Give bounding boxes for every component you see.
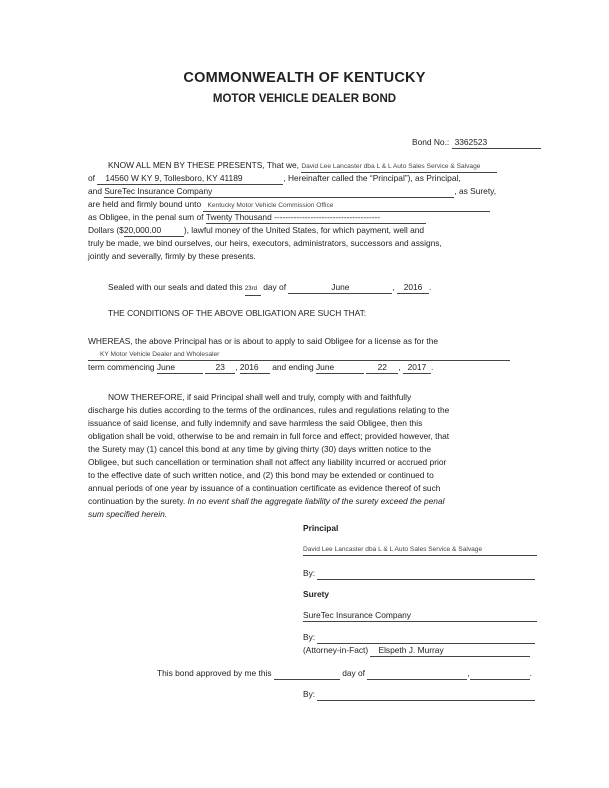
para1-line7: truly be made, we bind ourselves, our heirs, executors, administrators, successors and assigns,	[88, 238, 442, 248]
term-commencing-text: term commencing	[88, 362, 155, 372]
lawful-money-text: ), lawful money of the United States, for which payment, well and	[183, 225, 425, 235]
sealed-month-field: June	[288, 282, 392, 294]
license-type-field: KY Motor Vehicle Dealer and Wholesaler	[88, 349, 510, 361]
sealed-text: Sealed with our seals and dated this	[108, 282, 243, 292]
continuation-text: continuation by the surety.	[88, 496, 186, 506]
now-therefore-line7: to the effective date of such written notice, and (2) this bond may be extended or continued to	[88, 470, 434, 480]
now-therefore-line9	[88, 496, 445, 507]
principal-signature-line	[303, 543, 537, 556]
dollars-text: Dollars ($	[88, 225, 124, 235]
approval-by-line	[303, 689, 535, 701]
sealed-day-field: 23rd	[245, 284, 261, 296]
principal-address-field: 14560 W KY 9, Tollesboro, KY 41189	[97, 173, 283, 185]
obligee-field: Kentucky Motor Vehicle Commission Office	[203, 200, 490, 212]
day-of-text: day of	[263, 282, 287, 292]
para1-intro: KNOW ALL MEN BY THESE PRESENTS, That we,	[108, 160, 299, 170]
now-therefore-line5: the Surety may (1) cancel this bond at any time by giving thirty (30) days written notice to the	[88, 444, 432, 454]
surety-signature-name: SureTec Insurance Company	[303, 610, 537, 622]
approval-year-field[interactable]	[470, 668, 530, 680]
of-text: of	[88, 173, 95, 183]
attorney-label: (Attorney-in-Fact)	[303, 645, 369, 655]
document-subtitle: MOTOR VEHICLE DEALER BOND	[212, 93, 397, 105]
end-day-field: 22	[366, 362, 398, 374]
para1-line6	[88, 225, 424, 237]
now-therefore-line6: Obligee, but such cancellation or termination shall not affect any liability incurred or accrued prior	[88, 457, 447, 467]
para1-line2	[88, 173, 461, 185]
start-year-field: 2016	[240, 362, 270, 374]
sealed-year-field: 2016	[397, 282, 429, 294]
principal-heading: Principal	[303, 523, 339, 533]
para1-line4	[88, 199, 490, 212]
bond-number-label: Bond No.:	[412, 137, 450, 147]
now-therefore-line4: obligation shall be void, otherwise to be and remain in full force and effect; provided however, that	[88, 431, 450, 441]
principal-signature-name: David Lee Lancaster dba L & L Auto Sales Service & Salvage	[303, 544, 537, 556]
comma-text: ,	[467, 668, 470, 678]
and-text: and	[88, 186, 102, 196]
approval-month-field[interactable]	[367, 668, 470, 680]
approval-by-label: By:	[303, 689, 316, 699]
now-therefore-line8: annual periods of one year by issuance of a continuation certificate as evidence thereof of such	[88, 483, 441, 493]
surety-signature-line	[303, 610, 537, 622]
penal-sum-field: Twenty Thousand --------------------------------------	[206, 212, 426, 224]
sealed-line: Sealed with our seals and dated this 23rd day of June , 2016 .	[108, 282, 431, 296]
principal-called-text: , Hereinafter called the “Principal”), as Principal,	[283, 173, 461, 183]
surety-heading: Surety	[303, 589, 330, 599]
start-month-field: June	[157, 362, 203, 374]
whereas-line1: WHEREAS, the above Principal has or is about to apply to said Obligee for a license as for the	[88, 336, 439, 346]
approval-day-of-text: day of	[342, 668, 366, 678]
period-text: .	[529, 668, 532, 678]
by-label: By:	[303, 568, 316, 578]
bond-number-value: 3362523	[452, 137, 541, 149]
approval-day-field[interactable]	[274, 668, 340, 680]
ending-text: and ending	[272, 362, 314, 372]
attorney-line	[303, 645, 530, 657]
as-surety-text: , as Surety,	[454, 186, 497, 196]
by-label: By:	[303, 632, 316, 642]
para1-line8: jointly and severally, firmly by these presents.	[88, 251, 256, 261]
end-month-field: June	[316, 362, 364, 374]
aggregate-liability-text: In no event shall the aggregate liability of the surety exceed the penal	[187, 496, 445, 506]
para1-line1	[108, 160, 497, 173]
surety-by-line	[303, 632, 535, 644]
now-therefore-line2: discharge his duties according to the terms of the ordinances, rules and regulations relating to the	[88, 405, 450, 415]
whereas-term-line: term commencing June 23 , 2016 and ending June 22 , 2017 .	[88, 362, 434, 372]
held-bound-text: are held and firmly bound unto	[88, 199, 202, 209]
surety-name-field: SureTec Insurance Company	[104, 186, 454, 198]
penal-sum-text: as Obligee, in the penal sum of	[88, 212, 204, 222]
amount-field: 20,000.00	[124, 225, 184, 237]
principal-name-field: David Lee Lancaster dba L & L Auto Sales Service & Salvage	[301, 161, 497, 173]
approval-text: This bond approved by me this	[157, 668, 272, 678]
principal-by-field[interactable]	[317, 568, 535, 580]
conditions-heading: THE CONDITIONS OF THE ABOVE OBLIGATION ARE SUCH THAT:	[108, 308, 367, 318]
para1-line3	[88, 186, 496, 198]
approval-line	[157, 668, 532, 680]
attorney-name-field: Elspeth J. Murray	[370, 645, 530, 657]
now-therefore-line3: issuance of said license, and fully indemnify and save harmless the said Obligee, then this	[88, 418, 423, 428]
start-day-field: 23	[205, 362, 235, 374]
bond-number	[412, 137, 541, 149]
document-title: COMMONWEALTH OF KENTUCKY	[183, 70, 426, 86]
surety-by-field[interactable]	[317, 632, 535, 644]
now-therefore-line1: NOW THEREFORE, if said Principal shall well and truly, comply with and faithfully	[108, 392, 412, 402]
principal-by-line	[303, 568, 535, 580]
whereas-line2	[88, 348, 510, 361]
now-therefore-line10: sum specified herein.	[88, 509, 168, 519]
approval-by-field[interactable]	[317, 689, 535, 701]
end-year-field: 2017	[403, 362, 431, 374]
para1-line5	[88, 212, 426, 224]
